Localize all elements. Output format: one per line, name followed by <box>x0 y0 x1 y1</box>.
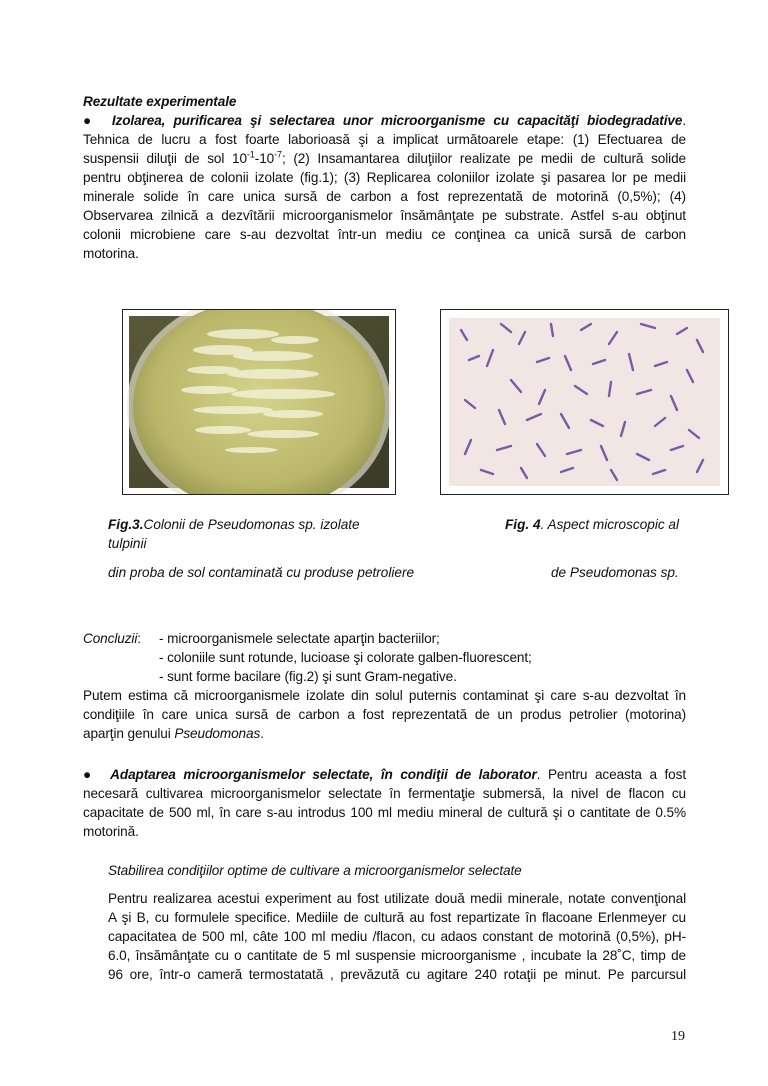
p1-line-1: Tehnica de lucru a fost foarte laborioasă şi a implicat următoarele etape: (1) Efectuarea de <box>83 132 686 147</box>
bullet: ● <box>83 767 96 782</box>
conclusions-colon: : <box>137 631 141 646</box>
p2-line-2: necesară cultivarea microorganismelor selectate în fermentaţie submersă, la nivel de flacon cu <box>83 786 686 801</box>
p1-line-2c: ; (2) Insamantarea diluţiilor realizate pe medii de cultură solide <box>281 151 686 166</box>
conclusions-label <box>83 629 141 648</box>
fig3-caption-a: Colonii de Pseudomonas sp. izolate <box>143 517 360 532</box>
fig3-caption-line2: tulpinii <box>108 536 147 551</box>
conclusions-para-line-3 <box>83 724 264 743</box>
petri-dish-image <box>123 310 395 494</box>
figure-3-petri-dish <box>122 309 396 495</box>
genus-prefix: aparţin genului <box>83 726 175 741</box>
p2-heading: Adaptarea microorganismelor selectate, în condiţii de laborator <box>110 767 537 782</box>
p1-line-5: Observarea zilnică a dezvîtării microorganismelor însămânţate pe substrate. Astfel s-au obţinut <box>83 208 686 223</box>
p3-line-4: 6.0, însămânţate cu o cantitate de 5 ml suspensie microorganisme , incubate la 28˚C, timp de <box>108 948 686 963</box>
fig4-caption-line2: de Pseudomonas sp. <box>551 565 679 580</box>
p1-heading: Izolarea, purificarea şi selectarea unor microorganisme cu capacităţi biodegradative <box>111 113 683 128</box>
conclusion-item-1: - microorganismele selectate aparţin bacteriilor; <box>159 631 440 646</box>
p3-line-1: Pentru realizarea acestui experiment au fost utilizate două medii minerale, notate convenţional <box>108 891 686 906</box>
page-number: 19 <box>671 1029 685 1044</box>
p1-heading-dot: . <box>682 113 686 128</box>
genus-dot: . <box>260 726 264 741</box>
exp-7: -7 <box>274 149 282 160</box>
p1-line-7: motorina. <box>83 246 139 261</box>
p2-line-1 <box>83 765 686 784</box>
fig4-caption-line1 <box>505 515 679 534</box>
fig4-label: Fig. 4 <box>505 517 541 532</box>
p1-line-2b: -10 <box>254 151 275 166</box>
conclusions-title: Concluzii <box>83 631 138 646</box>
exp-1: -1 <box>246 149 255 160</box>
fig3-caption-line3: din proba de sol contaminată cu produse petroliere <box>108 565 415 580</box>
p1-line-6: colonii microbiene care s-au dezvoltat într-un mediu ce conţinea ca unică sursă de carbon <box>83 227 686 242</box>
section-title: Rezultate experimentale <box>83 94 237 109</box>
p2-line-4: motorină. <box>83 824 139 839</box>
subsection-title: Stabilirea condiţiilor optime de cultivare a microorganismelor selectate <box>108 863 522 878</box>
figure-4-microscopy <box>440 309 729 495</box>
genus-name: Pseudomonas <box>174 726 261 741</box>
fig4-caption-a: . Aspect microscopic al <box>540 517 679 532</box>
p2-line-3: capacitate de 500 ml, în care s-au introdus 100 ml mediu mineral de cultură şi o cantitate de 0.5% <box>83 805 686 820</box>
bullet: ● <box>83 113 96 128</box>
p3-line-5: 96 ore, într-o cameră termostatată , prevăzută cu agitare 240 rotaţii pe minut. Pe parcursul <box>108 967 686 982</box>
p3-line-3: capacitatea de 500 ml, câte 100 ml mediu /flacon, cu adaos constant de motorină (0,5%), pH- <box>108 929 686 944</box>
p1-line-3: pentru obţinerea de colonii izolate (fig.1); (3) Replicarea coloniilor izolate şi pasarea lor pe medii <box>83 170 686 185</box>
p1-line-2a: suspensii diluţii de sol 10 <box>83 151 247 166</box>
conclusions-para-line-2: condiţiile în care unica sursă de carbon a fost reprezentată de un produs petrolier (motorina) <box>83 707 686 722</box>
conclusions-para-line-1: Putem estima că microorganismele izolate din solul puternis contaminat şi care s-au dezvoltat în <box>83 688 686 703</box>
p3-line-2: A şi B, cu formulele specifice. Mediile de cultură au fost repartizate în flacoane Erlenmeyer cu <box>108 910 686 925</box>
p1-line-4: minerale solide în care unica sursă de carbon a fost reprezentată de motorină (0,5%); (4) <box>83 189 686 204</box>
p2-line1-rest: . Pentru aceasta a fost <box>536 767 686 782</box>
microscopy-image <box>441 310 728 494</box>
conclusion-item-2: - coloniile sunt rotunde, lucioase şi colorate galben-fluorescent; <box>159 650 532 665</box>
fig3-caption-line1 <box>108 515 360 534</box>
fig3-label: Fig.3. <box>108 517 144 532</box>
conclusion-item-3: - sunt forme bacilare (fig.2) şi sunt Gram-negative. <box>159 669 457 684</box>
p1-line-0 <box>83 111 686 130</box>
p1-line-2 <box>83 149 686 168</box>
